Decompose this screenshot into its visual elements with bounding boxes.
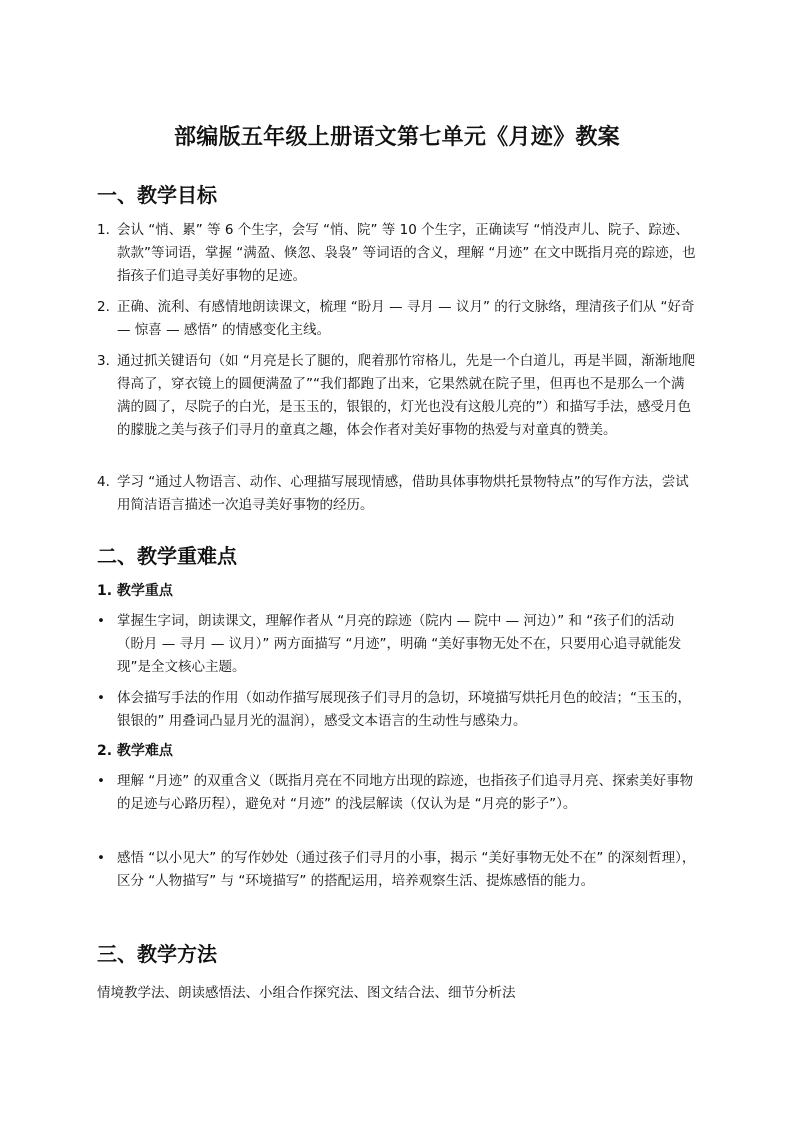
subheading-key-points: 1. 教学重点 xyxy=(97,583,173,599)
objective-text: 通过抓关键语句（如 “月亮是长了腿的，爬着那竹帘格儿，先是一个白道儿，再是半圆，渐渐地爬得高了，穿衣镜上的圆便满盈了”“我们都跑了出来，它果然就在院子里，但再也不是那么一个满满的圆了，尽院子的白光，是玉玉的，银银的，灯光也没有这般儿亮的”）和描写手法，感受月色的朦胧之美与孩子们寻月的童真之趣，体会作者对美好事物的热爱与对童真的赞美。 xyxy=(117,353,696,438)
objective-item-1 xyxy=(97,219,697,288)
list-number: 3. xyxy=(97,353,110,369)
objective-text: 学习 “通过人物语言、动作、心理描写展现情感，借助具体事物烘托景物特点”的写作方法，尝试用简洁语言描述一次追寻美好事物的经历。 xyxy=(117,474,689,513)
section-heading-objectives: 一、教学目标 xyxy=(97,183,217,207)
list-number: 2. xyxy=(97,299,110,315)
section-heading-methods: 三、教学方法 xyxy=(97,942,217,966)
objective-text: 正确、流利、有感情地朗读课文，梳理 “盼月 — 寻月 — 议月” 的行文脉络，理清孩子们从 “好奇 — 惊喜 — 感悟” 的情感变化主线。 xyxy=(117,299,695,338)
methods-text: 情境教学法、朗读感悟法、小组合作探究法、图文结合法、细节分析法 xyxy=(97,985,516,1001)
bullet-icon: • xyxy=(97,773,105,789)
section-heading-key-points: 二、教学重难点 xyxy=(97,544,237,568)
bullet-text: 感悟 “以小见大” 的写作妙处（通过孩子们寻月的小事，揭示 “美好事物无处不在” 的深刻哲理），区分 “人物描写” 与 “环境描写” 的搭配运用，培养观察生活、提炼感悟的能力。 xyxy=(117,850,696,889)
difficulty-bullet-2 xyxy=(97,847,697,893)
objective-text: 会认 “悄、累” 等 6 个生字，会写 “悄、院” 等 10 个生字，正确读写 “悄没声儿、院子、踪迹、款款”等词语，掌握 “满盈、倏忽、袅袅” 等词语的含义，理解 “月迹” 在文中既指月亮的踪迹，也指孩子们追寻美好事物的足迹。 xyxy=(117,222,696,284)
objective-item-4 xyxy=(97,471,697,517)
bullet-text: 理解 “月迹” 的双重含义（既指月亮在不同地方出现的踪迹，也指孩子们追寻月亮、探索美好事物的足迹与心路历程），避免对 “月迹” 的浅层解读（仅认为是 “月亮的影子”）。 xyxy=(117,773,694,812)
key-point-bullet-1 xyxy=(97,610,697,679)
document-title: 部编版五年级上册语文第七单元《月迹》教案 xyxy=(173,125,620,150)
bullet-icon: • xyxy=(97,613,105,629)
objective-item-2 xyxy=(97,296,697,342)
difficulty-bullet-1 xyxy=(97,770,697,816)
objective-item-3 xyxy=(97,350,697,442)
bullet-icon: • xyxy=(97,690,105,706)
key-point-bullet-2 xyxy=(97,687,697,733)
bullet-text: 掌握生字词，朗读课文，理解作者从 “月亮的踪迹（院内 — 院中 — 河边）” 和 “孩子们的活动（盼月 — 寻月 — 议月）” 两方面描写 “月迹”，明确 “美好事物无处不在，只要用心追寻就能发现”是全文核心主题。 xyxy=(117,613,682,675)
bullet-text: 体会描写手法的作用（如动作描写展现孩子们寻月的急切，环境描写烘托月色的皎洁；“玉玉的，银银的” 用叠词凸显月光的温润），感受文本语言的生动性与感染力。 xyxy=(117,690,691,729)
list-number: 1. xyxy=(97,222,110,238)
bullet-icon: • xyxy=(97,850,105,866)
list-number: 4. xyxy=(97,474,110,490)
subheading-difficulties: 2. 教学难点 xyxy=(97,743,173,759)
